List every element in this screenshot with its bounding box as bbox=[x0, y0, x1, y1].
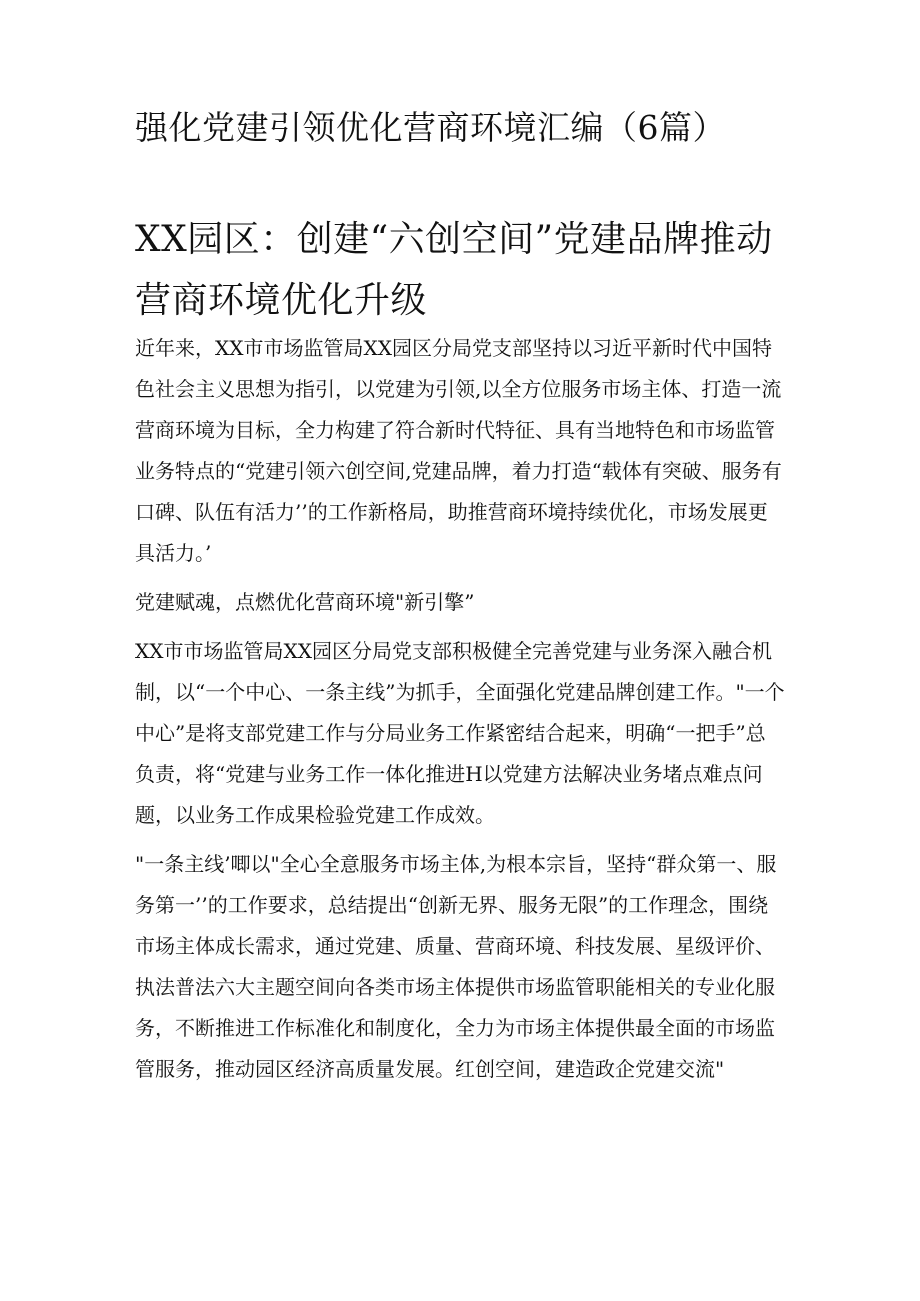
paragraph-one-line: "一条主线’唧以"全心全意服务市场主体,为根本宗旨，坚持“群众第一、服务第一’’的工作要求，总结提出“创新无界、服务无限”的工作理念，围绕市场主体成长需求，通过党建、质量、营商环境、科技发展、星级评价、执法普法六大主题空间向各类市场主体提供市场监管职能相关的专业化服务，不断推进工作标准化和制度化，全力为市场主体提供最全面的市场监管服务，推动园区经济高质量发展。红创空间，建造政企党建交流" bbox=[135, 852, 777, 1081]
document-body bbox=[135, 328, 785, 1098]
paragraph-one-center: XX市市场监管局XX园区分局党支部积极健全完善党建与业务深入融合机制，以“一个中心、一条主线”为抓手，全面强化党建品牌创建工作。"一个中心”是将支部党建工作与分局业务工作紧密结合起来，明确“一把手”总负责，将“党建与业务工作一体化推进H以党建方法解决业务堵点难点问题，以业务工作成果检验党建工作成效。 bbox=[135, 639, 785, 827]
paragraph-intro: 近年来，XX市市场监管局XX园区分局党支部坚持以习近平新时代中国特色社会主义思想为指引，以党建为引领,以全方位服务市场主体、打造一流营商环境为目标，全力构建了符合新时代特征、具有当地特色和市场监管业务特点的“党建引领六创空间,党建品牌，着力打造“载体有突破、服务有口碑、队伍有活力’’的工作新格局，助推营商环境持续优化，市场发展更具活力。’ bbox=[135, 336, 782, 565]
paragraph-subheading: 党建赋魂，点燃优化营商环境"新引擎” bbox=[135, 590, 475, 614]
document-title: 强化党建引领优化营商环境汇编（6篇） bbox=[135, 108, 726, 147]
section-title: XX园区：创建“六创空间”党建品牌推动营商环境优化升级 bbox=[135, 219, 773, 321]
